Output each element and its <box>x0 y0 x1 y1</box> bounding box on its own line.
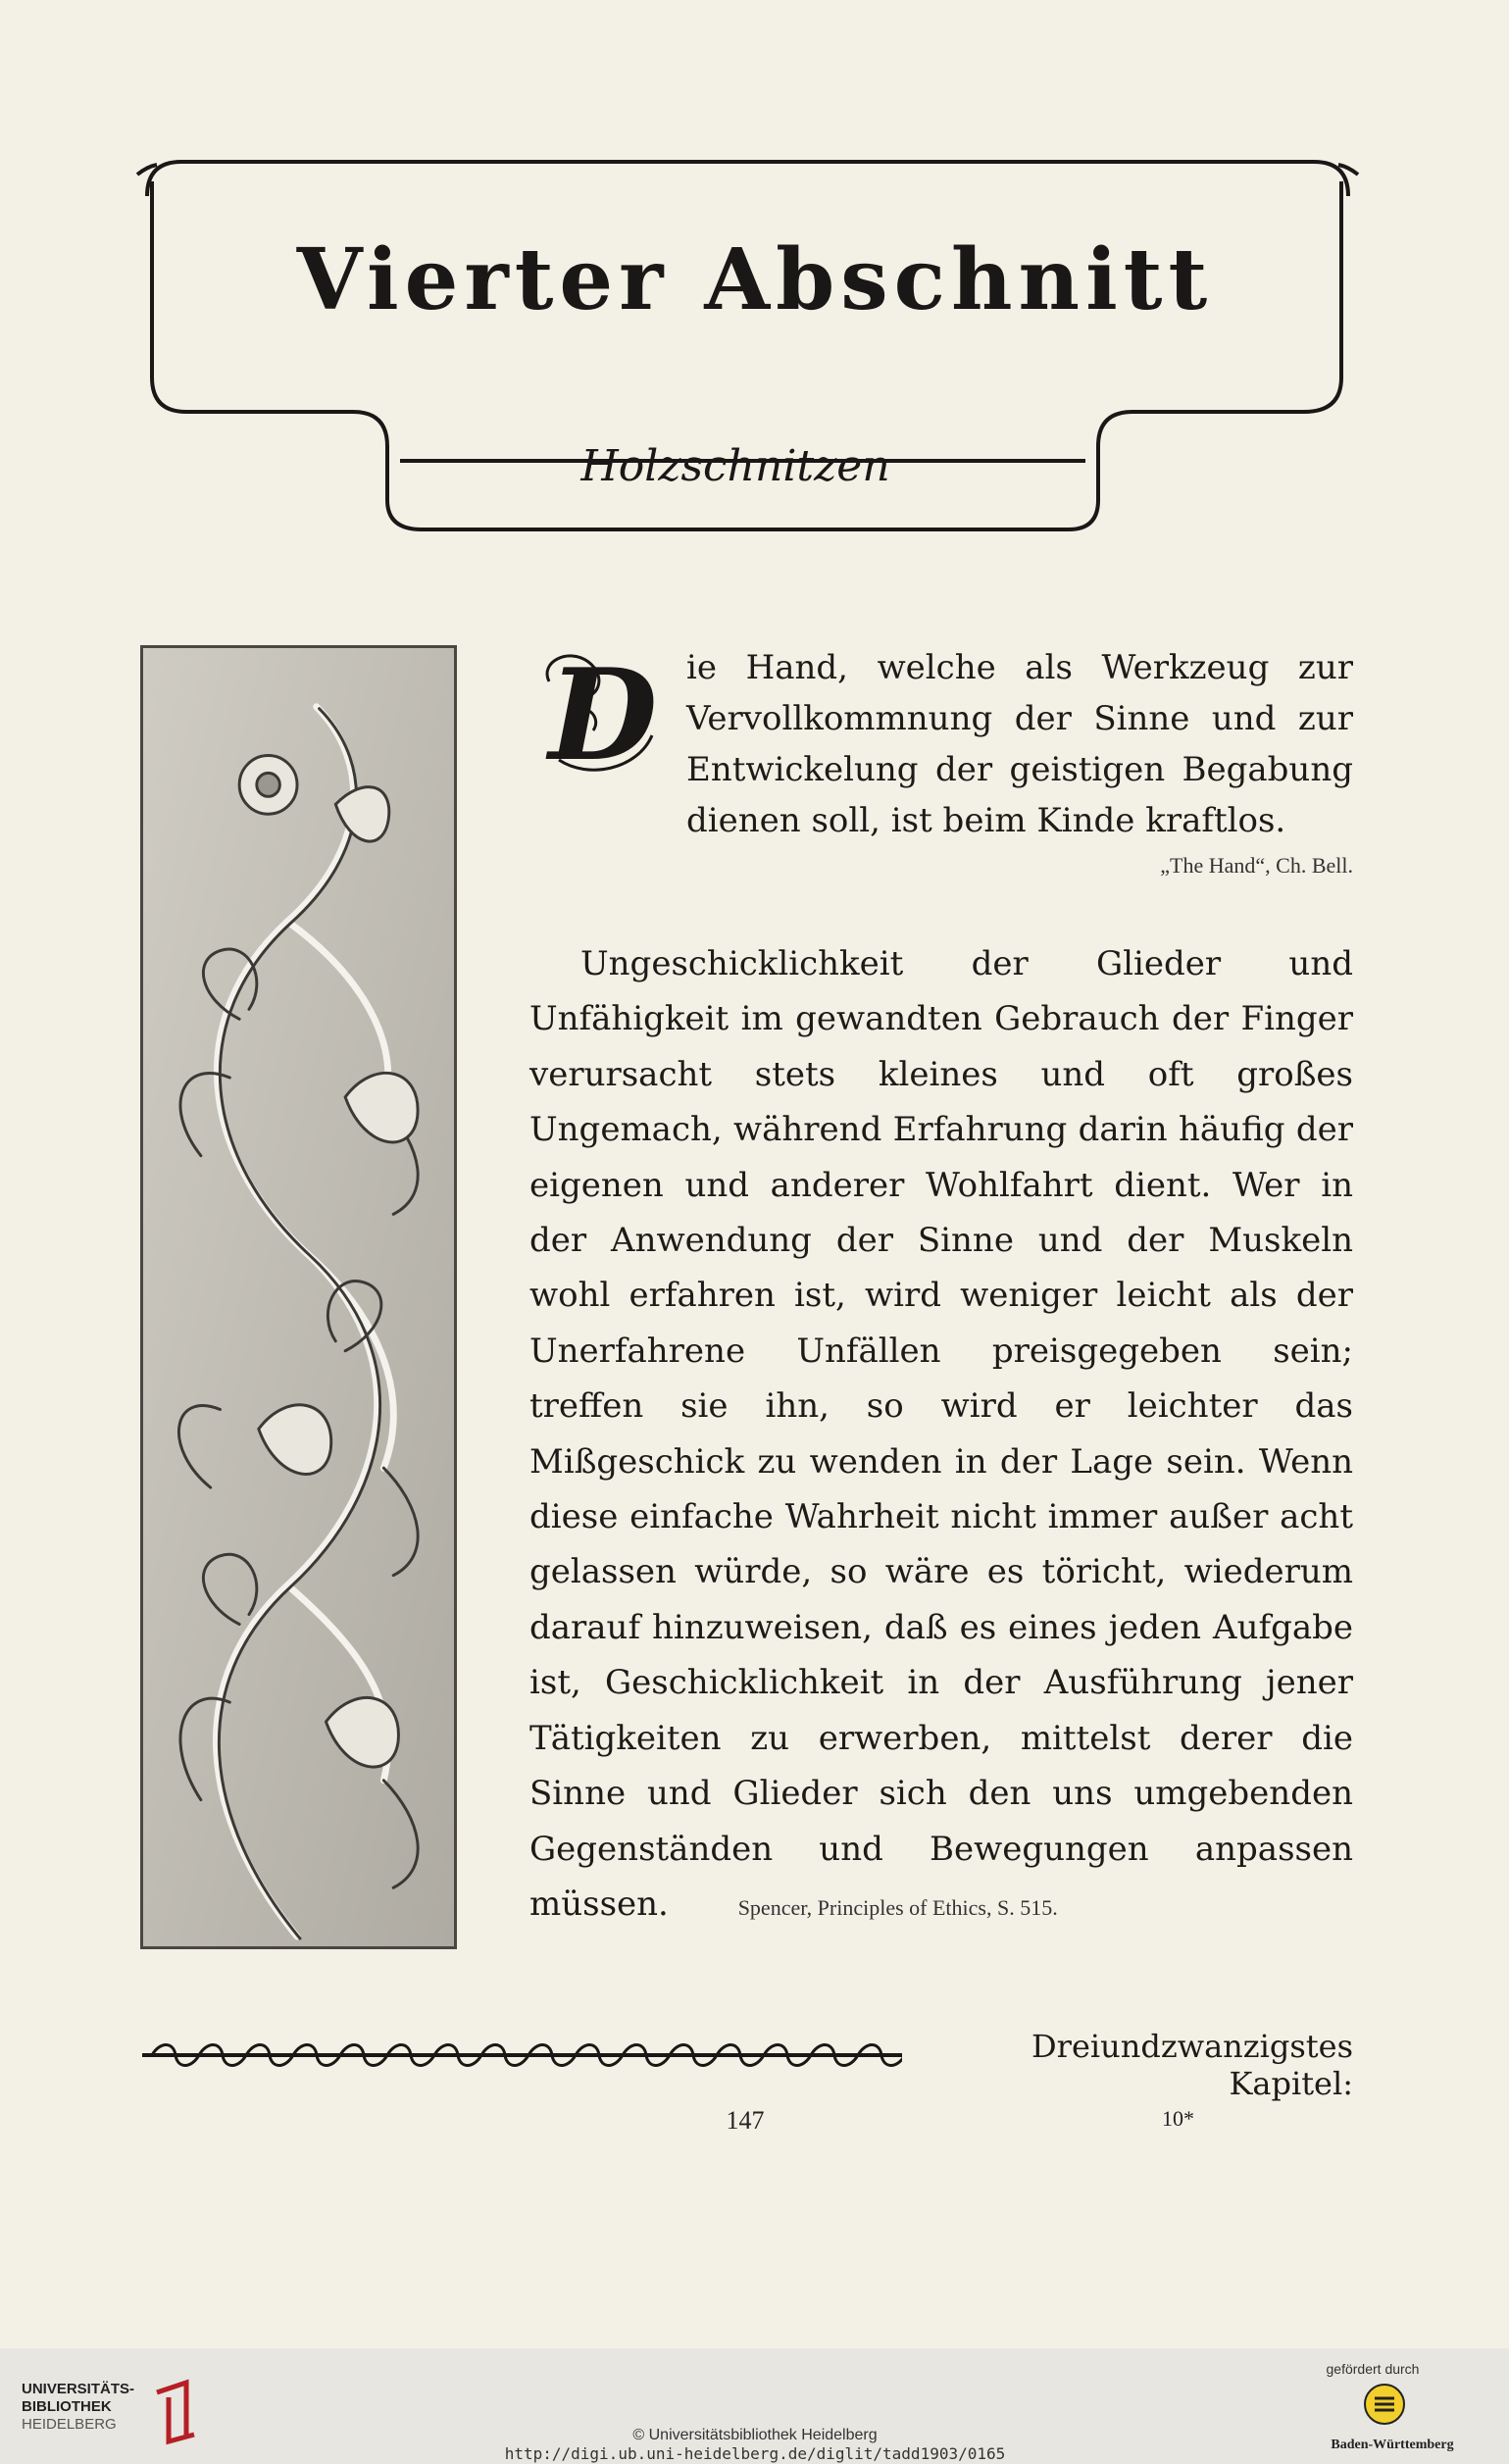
quote-text: Ungeschicklichkeit der Glieder und Unfähigkeit im gewandten Gebrauch der Finger verursacht stets kleines und oft großes Ungemach, während Erfahrung darin häufig der eigenen und anderer Wohlfahrt dient. Wer in der Anwendung der Sinne und der Muskeln wohl erfahren ist, wird weniger leicht als der Unerfahrene Unfällen preisgegeben sein; treffen sie ihn, so wird er leichter das Mißgeschick zu wenden in der Lage sein. Wenn diese einfache Wahrheit nicht immer außer acht gelassen würde, so wäre es töricht, wiederum darauf hinzuweisen, daß es eines jeden Aufgabe ist, Geschicklichkeit in der Ausführung jener Tätigkeiten zu erwerben, mittelst derer die Sinne und Glieder sich den uns umgebenden Gegenständen und Bewegungen anpassen müssen. <box>529 944 1353 1924</box>
quote-source: Spencer, Principles of Ethics, S. 515. <box>737 1894 1058 1920</box>
quote-block <box>529 936 1353 1936</box>
library-mark-icon <box>147 2378 206 2446</box>
permalink-url[interactable]: http://digi.ub.uni-heidelberg.de/diglit/tadd1903/0165 <box>504 2444 1006 2463</box>
chapter-subtitle: Holzschnitzen <box>580 441 890 491</box>
catchword: Dreiundzwanzigstes Kapitel: <box>1031 2028 1353 2102</box>
funded-by-label: gefördert durch <box>1326 2361 1420 2377</box>
coat-of-arms-icon <box>1363 2383 1406 2426</box>
library-name-line2: BIBLIOTHEK <box>22 2398 112 2415</box>
chapter-title: Vierter Abschnitt <box>296 230 1214 329</box>
motto-block <box>529 642 1353 846</box>
page-number: 147 <box>726 2106 765 2135</box>
motto-source: „The Hand“, Ch. Bell. <box>1160 853 1353 878</box>
fleuron-row-icon <box>142 2032 902 2071</box>
copyright-notice: © Universitätsbibliothek Heidelberg <box>632 2427 878 2443</box>
motto-text: ie Hand, welche als Werkzeug zur Vervollkommnung der Sinne und zur Entwickelung der geistigen Begabung dienen soll, ist beim Kinde kraftlos. <box>686 648 1353 840</box>
library-name-line1: UNIVERSITÄTS- <box>22 2381 135 2397</box>
drop-cap-letter: D <box>548 642 658 789</box>
signature-mark: 10* <box>1162 2106 1194 2131</box>
wood-carving-illustration <box>140 645 457 1949</box>
library-name-line3: HEIDELBERG <box>22 2416 117 2433</box>
funder-name[interactable]: Baden-Württemberg <box>1331 2438 1454 2452</box>
ornament-border <box>142 2032 902 2071</box>
acanthus-scroll-icon <box>143 648 454 1946</box>
